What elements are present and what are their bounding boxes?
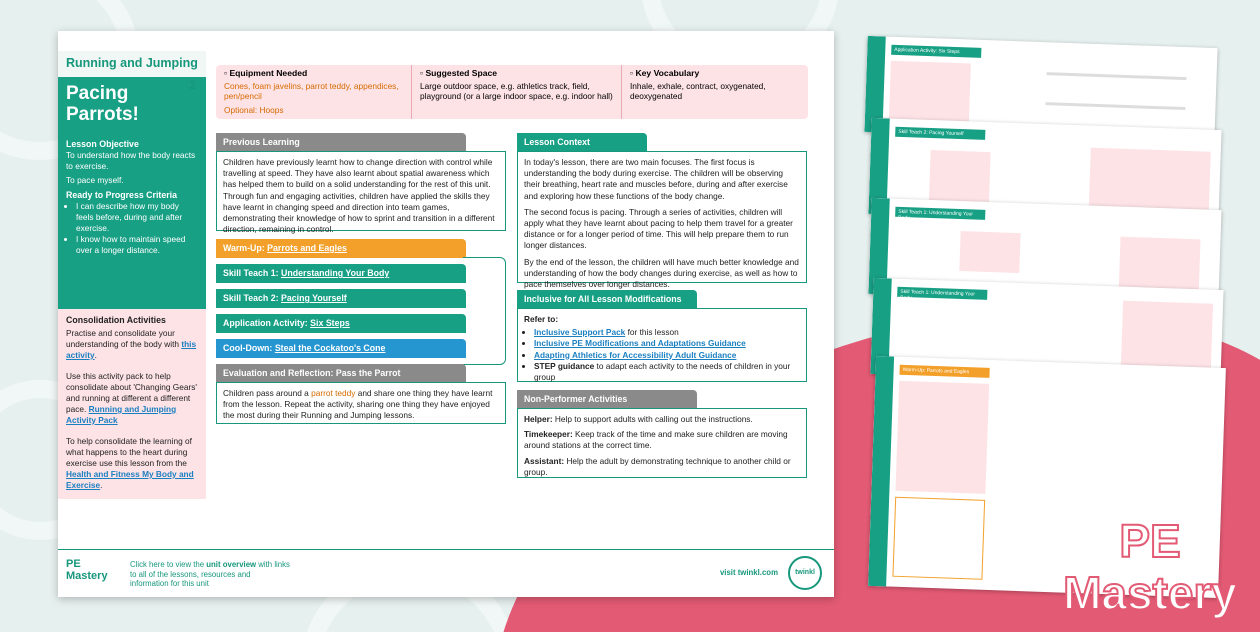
equipment-text: Cones, foam javelins, parrot teddy, appendices, pen/pencil xyxy=(224,80,399,101)
lesson-plan-page xyxy=(58,31,834,597)
logo-mastery-text: Mastery xyxy=(1063,567,1237,619)
timekeeper-label: Timekeeper: xyxy=(524,429,573,440)
consolidation-heading: Consolidation Activities xyxy=(66,315,166,325)
accessibility-link[interactable]: Adapting Athletics for Accessibility Adult Guidance xyxy=(534,349,737,360)
stack-page-title: Application Activity: Six Steps xyxy=(891,45,981,58)
space-text: Large outdoor space, e.g. athletics track, field, playground (or a large indoor space, e.g. indoor hall) xyxy=(420,80,613,101)
modifications-link[interactable]: Inclusive PE Modifications and Adaptations Guidance xyxy=(534,338,746,349)
context-p2: The second focus is pacing. Through a series of activities, children will apply what they have learnt about pacing to help them travel for a greater distance or for a longer period of time. This will help prepare them to run longer distances. xyxy=(524,206,793,251)
inclusive-item-rest: for this lesson xyxy=(625,327,679,338)
inclusive-tab: Inclusive for All Lesson Modifications xyxy=(517,290,697,309)
skill2-tab[interactable] xyxy=(216,289,466,308)
objective-heading: Lesson Objective xyxy=(66,139,139,149)
space-heading: Suggested Space xyxy=(425,68,498,78)
vocab-heading: Key Vocabulary xyxy=(635,68,700,78)
unit-overview-text[interactable] xyxy=(130,560,290,589)
cooldown-label: Cool-Down: xyxy=(223,343,273,353)
application-link[interactable]: Six Steps xyxy=(310,318,350,328)
warmup-label: Warm-Up: xyxy=(223,243,265,253)
objective-text-2: To pace myself. xyxy=(66,175,124,185)
pe-mastery-logo xyxy=(1060,505,1240,625)
ready-item: • I can describe how my body feels before, during and after exercise. xyxy=(76,201,198,234)
logo-line2: Mastery xyxy=(66,570,108,582)
timekeeper-text: Keep track of the time and make sure children are moving around stations at the correct time. xyxy=(524,429,788,451)
application-label: Application Activity: xyxy=(223,318,308,328)
nonperformer-box xyxy=(517,408,807,478)
skill1-label: Skill Teach 1: xyxy=(223,268,279,278)
helper-label: Helper: xyxy=(524,414,553,424)
warmup-link[interactable]: Parrots and Eagles xyxy=(267,243,347,253)
equipment-col: ▫ Equipment Needed Cones, foam javelins, parrot teddy, appendices, pen/pencil Optional: Hoops xyxy=(216,65,412,119)
context-box xyxy=(517,151,807,290)
space-col: ▫ Suggested Space Large outdoor space, e.g. athletics track, field, playground (or a large indoor space, e.g. indoor hall) xyxy=(412,65,622,119)
skill1-tab[interactable] xyxy=(216,264,466,283)
unit-overview-link[interactable]: unit overview xyxy=(206,560,257,569)
nonperformer-tab: Non-Performer Activities xyxy=(517,390,697,409)
stack-page-title: Skill Teach 1: Understanding Your Body xyxy=(897,287,987,300)
footer-text-post: with links to all of the lessons, resources and information for this unit xyxy=(130,560,290,588)
visit-link[interactable]: visit twinkl.com xyxy=(719,568,778,577)
assistant-text: Help the adult by demonstrating technique to another child or group. xyxy=(524,455,791,477)
helper-text: Help to support adults with calling out the instructions. xyxy=(554,414,753,424)
objective-text: To understand how the body reacts to exercise. xyxy=(66,150,196,171)
context-p3: By the end of the lesson, the children will have much better knowledge and understanding of how the body changes during exercise, as well as how to pace themselves over longer distances. xyxy=(524,256,799,290)
logo-line1: PE xyxy=(66,558,81,570)
previous-learning-tab: Previous Learning xyxy=(216,133,466,152)
this-activity-link[interactable]: this activity xyxy=(66,339,197,360)
stack-page-title: Skill Teach 2: Pacing Yourself xyxy=(895,127,985,140)
lesson-number: 2 xyxy=(189,78,196,92)
vocab-text: Inhale, exhale, contract, oxygenated, deoxygenated xyxy=(630,80,766,101)
cooldown-link[interactable]: Steal the Cockatoo's Cone xyxy=(274,343,386,353)
context-p1: In today's lesson, there are two main focuses. The first focus is understanding the body during exercise. The children will be observing their breathing, heart rate and muscles before, during and after exercise and exploring how these functions of the body change. xyxy=(524,157,788,201)
sidebar xyxy=(58,51,206,541)
footer-text-pre: Click here to view the xyxy=(130,560,205,569)
warmup-tab[interactable] xyxy=(216,239,466,258)
pe-mastery-logo-small xyxy=(66,558,108,582)
evaluation-tab: Evaluation and Reflection: Pass the Parrot xyxy=(216,364,466,383)
cooldown-tab[interactable] xyxy=(216,339,466,358)
consolidation-panel: Consolidation Activities Practise and consolidate your understanding of the body with this activity. Use this activity pack to help consolidate about 'Changing Gears' and running at different a different pace. Running and Jumping Activity Pack To help consolidate the learning of what happens to the heart during exercise use this lesson from the Health and Fitness My Body and Exercise. xyxy=(58,309,206,499)
equipment-heading: Equipment Needed xyxy=(229,68,308,78)
inclusive-box xyxy=(517,308,807,382)
twinkl-badge: twinkl xyxy=(788,556,822,590)
skill2-link[interactable]: Pacing Yourself xyxy=(281,293,347,303)
support-pack-link[interactable]: Inclusive Support Pack xyxy=(534,327,626,338)
evaluation-text-pre: Children pass around a xyxy=(223,388,309,398)
consolidation-text-1: Practise and consolidate your understanding of the body with xyxy=(66,328,180,349)
skill2-label: Skill Teach 2: xyxy=(223,293,279,303)
evaluation-text-post: and share one thing they have learnt from the lesson. Repeat the activity, sharing one thing they have enjoyed the most during their Running and Jumping lessons. xyxy=(223,388,493,421)
stack-page-title: Warm-Up: Parrots and Eagles xyxy=(899,365,989,378)
ready-item: • I know how to maintain speed over a longer distance. xyxy=(76,234,198,256)
stack-page-title: Skill Teach 1: Understanding Your Body xyxy=(895,207,985,220)
health-fitness-link[interactable]: Health and Fitness My Body and Exercise xyxy=(66,469,194,490)
inclusive-item-rest: to adapt each activity to the needs of children in your group xyxy=(534,360,791,383)
consolidation-text-3: To help consolidate the learning of what happens to the heart during exercise use this lesson from the xyxy=(66,436,192,468)
activity-pack-link[interactable]: Running and Jumping Activity Pack xyxy=(66,404,177,425)
inclusive-refer: Refer to: xyxy=(524,314,559,324)
resources-band xyxy=(216,65,808,119)
page-footer xyxy=(58,549,834,597)
evaluation-box xyxy=(216,382,506,424)
assistant-label: Assistant: xyxy=(524,455,565,466)
skill1-link[interactable]: Understanding Your Body xyxy=(281,268,390,278)
subject-title: Running and Jumping xyxy=(66,56,198,70)
logo-pe-text: PE xyxy=(1119,515,1181,567)
equipment-optional: Optional: Hoops xyxy=(224,104,284,115)
context-tab: Lesson Context xyxy=(517,133,647,152)
consolidation-text-2: Use this activity pack to help consolidate about 'Changing Gears' and running at different a different pace. xyxy=(66,371,197,414)
previous-learning-box: Children have previously learnt how to change direction with control while travelling at speed. They have also learnt about spatial awareness which has helped them to build on a solid understanding for the rest of this unit. Through fun and engaging activities, children have applied the skills they have learnt in changing speed and direction into team games, demonstrating their knowledge of how to sprint and transition in a different direction, remaining in control. xyxy=(216,151,506,231)
ready-heading: Ready to Progress Criteria xyxy=(66,190,177,200)
evaluation-highlight: parrot teddy xyxy=(311,388,356,398)
vocab-col: ▫ Key Vocabulary Inhale, exhale, contract, oxygenated, deoxygenated xyxy=(622,65,808,119)
application-tab[interactable] xyxy=(216,314,466,333)
lesson-title: Pacing Parrots! xyxy=(58,77,206,129)
step-guidance: STEP guidance xyxy=(534,360,595,371)
sequence-bracket xyxy=(463,257,506,365)
objective-panel xyxy=(58,129,206,309)
